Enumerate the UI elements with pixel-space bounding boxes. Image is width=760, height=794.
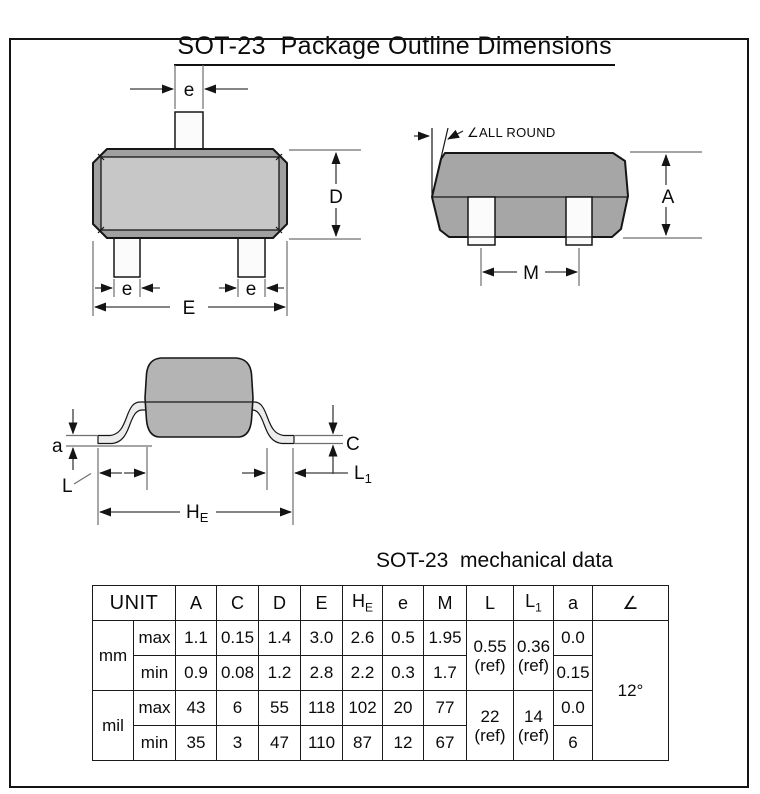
dim-label-HE: $H_E$ bbox=[186, 502, 209, 525]
header-L: L bbox=[467, 586, 514, 621]
gullwing-lead-right bbox=[248, 402, 294, 444]
cross-section-view bbox=[52, 358, 372, 525]
unit-mm: mm bbox=[93, 621, 134, 691]
mm-L-ref: 0.55 (ref) bbox=[467, 621, 514, 691]
header-A: A bbox=[176, 586, 217, 621]
mil-min-label: min bbox=[134, 726, 176, 761]
mil-L-ref: 22 (ref) bbox=[467, 691, 514, 761]
table-header-row bbox=[93, 586, 669, 621]
dim-label-a: a bbox=[52, 436, 63, 457]
header-e: e bbox=[383, 586, 424, 621]
pin-front-right bbox=[566, 197, 592, 245]
row-mm-min: min 0.9 0.08 1.2 2.8 2.2 0.3 1.7 0.15 bbox=[93, 656, 669, 691]
mm-L1-ref: 0.36 (ref) bbox=[514, 621, 554, 691]
row-mil-min: min 35 3 47 110 87 12 67 6 bbox=[93, 726, 669, 761]
dim-label-C: C bbox=[346, 434, 360, 455]
mil-L1-ref: 14 (ref) bbox=[514, 691, 554, 761]
mm-min-label: min bbox=[134, 656, 176, 691]
header-unit: UNIT bbox=[93, 586, 176, 621]
dim-label-D: D bbox=[329, 187, 343, 208]
header-angle: ∠ bbox=[593, 586, 669, 621]
angle-value: 12° bbox=[593, 621, 669, 761]
dim-label-L: L bbox=[62, 476, 73, 497]
package-body-3d bbox=[432, 153, 628, 237]
header-C: C bbox=[217, 586, 259, 621]
dim-label-e-right: e bbox=[245, 279, 257, 300]
header-D: D bbox=[259, 586, 301, 621]
dim-label-L1: $L_1$ bbox=[354, 463, 372, 486]
bottom-pin-left bbox=[114, 236, 140, 277]
header-HE: $H_E$ bbox=[343, 586, 383, 621]
dim-label-e-top: e bbox=[183, 80, 195, 101]
dim-label-e-left: e bbox=[121, 279, 133, 300]
front-view bbox=[93, 65, 361, 319]
row-mil-max: mil max 43 6 55 118 102 20 77 22 (ref) 14 (ref) 0.0 bbox=[93, 691, 669, 726]
row-mm-max: mm max 1.1 0.15 1.4 3.0 2.6 0.5 1.95 0.55 (ref) 0.36 (ref) 0.0 12° bbox=[93, 621, 669, 656]
all-round-label: ∠ALL ROUND bbox=[467, 125, 556, 140]
header-M: M bbox=[424, 586, 467, 621]
mechanical-data-table bbox=[92, 585, 669, 761]
pin-front-left bbox=[468, 197, 495, 245]
top-pin bbox=[175, 112, 203, 152]
dim-label-A: A bbox=[661, 187, 675, 208]
unit-mil: mil bbox=[93, 691, 134, 761]
bottom-pin-right bbox=[238, 236, 265, 277]
header-a: a bbox=[554, 586, 593, 621]
header-L1: $L_1$ bbox=[514, 586, 554, 621]
page-title: SOT-23 Package Outline Dimensions bbox=[0, 3, 760, 95]
table-title: SOT-23 mechanical data bbox=[376, 549, 613, 572]
header-E: E bbox=[301, 586, 343, 621]
dim-label-E: E bbox=[182, 298, 196, 319]
gullwing-lead-left bbox=[98, 402, 150, 444]
dim-label-M: M bbox=[523, 263, 539, 284]
mil-max-label: max bbox=[134, 691, 176, 726]
package-body-section bbox=[145, 358, 253, 437]
mm-max-label: max bbox=[134, 621, 176, 656]
perspective-view bbox=[414, 125, 702, 286]
